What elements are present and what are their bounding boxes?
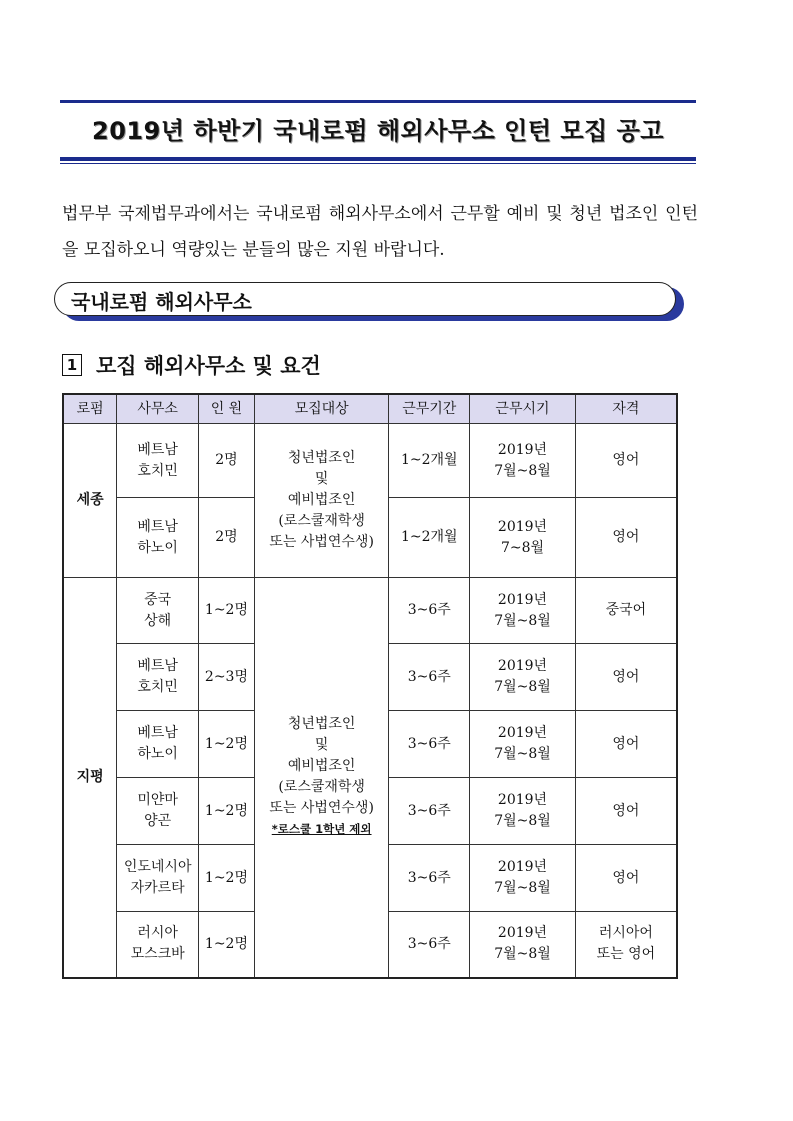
time-cell bbox=[470, 711, 576, 778]
cell-line: 영어 bbox=[612, 869, 640, 886]
count-cell: 1~2명 bbox=[199, 912, 255, 978]
table-row bbox=[63, 578, 677, 644]
target-cell bbox=[254, 578, 388, 978]
qualification-cell bbox=[575, 644, 677, 711]
cell-line: 중국어 bbox=[605, 602, 647, 618]
office-cell bbox=[117, 845, 199, 912]
table-row bbox=[63, 424, 677, 498]
count-cell: 2명 bbox=[199, 498, 255, 578]
cell-line: 7월~8월 bbox=[494, 746, 551, 762]
count-cell: 2명 bbox=[199, 424, 255, 498]
table-header-cell: 자격 bbox=[575, 394, 677, 424]
period-cell: 1~2개월 bbox=[389, 424, 470, 498]
cell-line: 청년법조인 bbox=[287, 716, 356, 733]
subheading-text: 모집 해외사무소 및 요건 bbox=[96, 353, 321, 378]
qualification-cell bbox=[575, 778, 677, 845]
cell-line: 베트남 bbox=[137, 658, 178, 674]
cell-line: 호치민 bbox=[137, 462, 178, 479]
qualification-cell bbox=[575, 711, 677, 778]
cell-line: 7월~8월 bbox=[494, 880, 551, 896]
cell-line: 및 bbox=[314, 737, 329, 754]
cell-line: 양곤 bbox=[144, 813, 172, 829]
cell-line: (로스쿨재학생 bbox=[278, 779, 365, 796]
cell-line: 영어 bbox=[612, 802, 640, 819]
period-cell: 3~6주 bbox=[389, 578, 470, 644]
section-title: 국내로펌 해외사무소 bbox=[71, 290, 252, 314]
target-cell bbox=[254, 424, 388, 578]
page-title: 2019년 하반기 국내로펌 해외사무소 인턴 모집 공고 bbox=[92, 117, 664, 145]
qualification-cell bbox=[575, 578, 677, 644]
period-cell: 3~6주 bbox=[389, 644, 470, 711]
cell-line: 하노이 bbox=[137, 746, 178, 762]
cell-line: 호치민 bbox=[137, 679, 178, 695]
time-cell bbox=[470, 845, 576, 912]
time-cell bbox=[470, 578, 576, 644]
title-block bbox=[60, 100, 696, 164]
cell-line: 7월~8월 bbox=[494, 946, 551, 963]
office-cell bbox=[117, 644, 199, 711]
time-cell bbox=[470, 498, 576, 578]
cell-line: 2019년 bbox=[497, 658, 548, 674]
table-header-cell: 모집대상 bbox=[254, 394, 388, 424]
table-header-cell: 근무기간 bbox=[389, 394, 470, 424]
cell-line: 7월~8월 bbox=[494, 612, 551, 629]
intro-paragraph: 법무부 국제법무과에서는 국내로펌 해외사무소에서 근무할 예비 및 청년 법조인 인턴을 모집하오니 역량있는 분들의 많은 지원 바랍니다. bbox=[62, 204, 698, 260]
time-cell bbox=[470, 912, 576, 978]
cell-line: 러시아 bbox=[137, 925, 178, 942]
count-cell: 1~2명 bbox=[199, 578, 255, 644]
table-body bbox=[63, 424, 677, 978]
table-header-row bbox=[63, 394, 677, 424]
firm-cell: 지평 bbox=[63, 578, 117, 978]
cell-line: 자카르타 bbox=[130, 880, 185, 896]
table-header-cell: 근무시기 bbox=[470, 394, 576, 424]
qualification-cell bbox=[575, 498, 677, 578]
cell-line: 영어 bbox=[612, 735, 640, 752]
cell-line: 베트남 bbox=[137, 441, 178, 458]
subheading-number: 1 bbox=[62, 354, 82, 376]
qualification-cell bbox=[575, 424, 677, 498]
period-cell: 1~2개월 bbox=[389, 498, 470, 578]
cell-line: 미얀마 bbox=[137, 792, 178, 808]
cell-line: 7월~8월 bbox=[494, 813, 551, 829]
office-cell bbox=[117, 578, 199, 644]
recruitment-table bbox=[62, 393, 678, 979]
period-cell: 3~6주 bbox=[389, 711, 470, 778]
cell-line: 모스크바 bbox=[130, 946, 185, 963]
qualification-cell bbox=[575, 912, 677, 978]
cell-line: 7월~8월 bbox=[494, 462, 551, 479]
count-cell: 1~2명 bbox=[199, 845, 255, 912]
table-header-cell: 인 원 bbox=[199, 394, 255, 424]
cell-line: 7월~8월 bbox=[494, 679, 551, 695]
section-banner bbox=[54, 282, 676, 316]
cell-line: 2019년 bbox=[497, 518, 548, 535]
cell-line: 2019년 bbox=[497, 441, 548, 458]
cell-line: 중국 bbox=[144, 591, 172, 608]
cell-line: 또는 영어 bbox=[596, 946, 656, 963]
cell-line: 영어 bbox=[612, 529, 640, 545]
cell-line: 상해 bbox=[144, 612, 172, 629]
time-cell bbox=[470, 424, 576, 498]
period-cell: 3~6주 bbox=[389, 778, 470, 845]
target-note: *로스쿨 1학년 제외 bbox=[271, 822, 372, 837]
cell-line: 하노이 bbox=[137, 539, 178, 556]
time-cell bbox=[470, 644, 576, 711]
cell-line: 예비법조인 bbox=[287, 758, 356, 775]
cell-line: 및 bbox=[314, 471, 329, 487]
cell-line: 베트남 bbox=[137, 725, 178, 741]
office-cell bbox=[117, 778, 199, 845]
cell-line: 또는 사법연수생) bbox=[269, 534, 374, 550]
title-rule-bottom bbox=[60, 157, 696, 161]
cell-line: 2019년 bbox=[497, 792, 548, 808]
cell-line: 청년법조인 bbox=[287, 450, 356, 466]
cell-line: 베트남 bbox=[137, 518, 178, 535]
cell-line: 2019년 bbox=[497, 591, 548, 608]
cell-line: 2019년 bbox=[497, 725, 548, 741]
cell-line: 예비법조인 bbox=[287, 492, 356, 508]
office-cell bbox=[117, 424, 199, 498]
time-cell bbox=[470, 778, 576, 845]
table-header-cell: 사무소 bbox=[117, 394, 199, 424]
qualification-cell bbox=[575, 845, 677, 912]
cell-line: 러시아어 bbox=[598, 925, 653, 942]
cell-line: 영어 bbox=[612, 668, 640, 685]
cell-line: (로스쿨재학생 bbox=[278, 513, 365, 529]
count-cell: 1~2명 bbox=[199, 711, 255, 778]
subheading bbox=[62, 350, 321, 380]
cell-line: 영어 bbox=[612, 452, 640, 468]
office-cell bbox=[117, 498, 199, 578]
cell-line: 2019년 bbox=[497, 925, 548, 942]
office-cell bbox=[117, 711, 199, 778]
office-cell bbox=[117, 912, 199, 978]
cell-line: 또는 사법연수생) bbox=[269, 800, 374, 817]
table-header-cell: 로펌 bbox=[63, 394, 117, 424]
cell-line: 7~8월 bbox=[500, 539, 545, 556]
period-cell: 3~6주 bbox=[389, 845, 470, 912]
firm-cell: 세종 bbox=[63, 424, 117, 578]
count-cell: 1~2명 bbox=[199, 778, 255, 845]
cell-line: 인도네시아 bbox=[123, 859, 192, 875]
cell-line: 2019년 bbox=[497, 859, 548, 875]
count-cell: 2~3명 bbox=[199, 644, 255, 711]
title-rule-bottom-thin bbox=[60, 163, 696, 164]
period-cell: 3~6주 bbox=[389, 912, 470, 978]
